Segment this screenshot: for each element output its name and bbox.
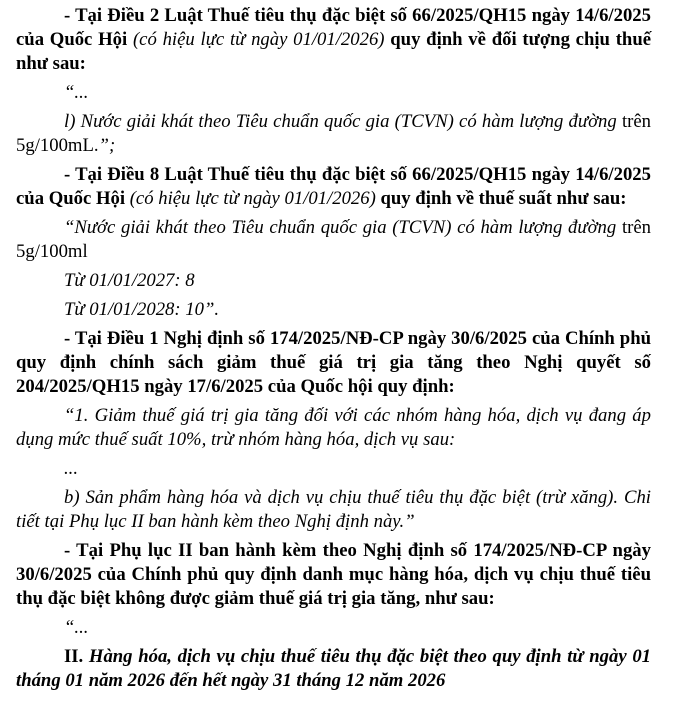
text-run: quy định về thuế suất như sau: xyxy=(375,188,627,209)
text-run: - Tại Điều 2 Luật Thuế tiêu thụ đặc biệt số 66/2025/QH15 ngày 14/6/2025 của Quốc Hội xyxy=(16,5,651,50)
clause-dieu-2-intro xyxy=(16,4,651,76)
text-run: trên 5g/100ml xyxy=(16,217,651,262)
text-run: “1. Giảm thuế giá trị gia tăng đối với các nhóm hàng hóa, dịch vụ đang áp dụng mức thuế suất 10%, trừ nhóm hàng hóa, dịch vụ sau: xyxy=(16,405,651,450)
text-run: - Tại Phụ lục II ban hành kèm theo Nghị định số 174/2025/NĐ-CP ngày 30/6/2025 của Chính phủ quy định danh mục hàng hóa, dịch vụ chịu thuế tiêu thụ đặc biệt không được giảm thuế giá trị gia tăng, như sau: xyxy=(16,540,651,609)
quote-item-b-san-pham xyxy=(16,486,651,534)
text-run: Từ 01/01/2027: 8 xyxy=(64,270,195,291)
quote-item-l-nuoc-giai-khat xyxy=(16,110,651,158)
text-run: Từ 01/01/2028: 10”. xyxy=(64,299,220,320)
clause-dieu-8-intro xyxy=(16,163,651,211)
text-run: - Tại Điều 8 Luật Thuế tiêu thụ đặc biệt số 66/2025/QH15 ngày 14/6/2025 của Quốc Hội xyxy=(16,164,651,209)
text-run: - Tại Điều 1 Nghị định số 174/2025/NĐ-CP ngày 30/6/2025 của Chính phủ quy định chính sách giảm thuế giá trị gia tăng theo Nghị quyết số 204/2025/QH15 ngày 17/6/2025 của Quốc hội quy định: xyxy=(16,328,651,397)
quote-ellipsis-1 xyxy=(16,81,651,105)
heading-number: II. xyxy=(64,646,89,667)
text-run: “Nước giải khát theo Tiêu chuẩn quốc gia (TCVN) có hàm lượng đường xyxy=(64,217,622,238)
quote-nuoc-giai-khat-thue-suat xyxy=(16,216,651,264)
text-run: “... xyxy=(64,617,89,638)
quote-tu-2028 xyxy=(16,298,651,322)
heading-section-2 xyxy=(16,645,651,693)
heading-text: Hàng hóa, dịch vụ chịu thuế tiêu thụ đặc biệt theo quy định từ ngày 01 tháng 01 năm 2026 đến hết ngày 31 tháng 12 năm 2026 xyxy=(16,646,652,691)
text-run: l) Nước giải khát theo Tiêu chuẩn quốc gia (TCVN) có hàm lượng đường xyxy=(64,111,622,132)
text-run: ”; xyxy=(98,135,116,156)
text-run: ... xyxy=(64,458,79,479)
text-run: “... xyxy=(64,82,89,103)
text-run: quy định về đối tượng chịu thuế như sau: xyxy=(16,29,652,74)
text-run-effective-date: (có hiệu lực từ ngày 01/01/2026) xyxy=(132,29,385,50)
quote-giam-thue-gtgt xyxy=(16,404,651,452)
text-run: trên 5g/100mL. xyxy=(16,111,651,156)
quote-ellipsis-2 xyxy=(16,457,651,481)
text-run: b) Sản phẩm hàng hóa và dịch vụ chịu thuế tiêu thụ đặc biệt (trừ xăng). Chi tiết tại Phụ lục II ban hành kèm theo Nghị định này.” xyxy=(16,487,651,532)
clause-phu-luc-2 xyxy=(16,539,651,611)
quote-tu-2027 xyxy=(16,269,651,293)
clause-dieu-1-nd-174 xyxy=(16,327,651,399)
text-run-effective-date: (có hiệu lực từ ngày 01/01/2026) xyxy=(129,188,376,209)
quote-ellipsis-3 xyxy=(16,616,651,640)
